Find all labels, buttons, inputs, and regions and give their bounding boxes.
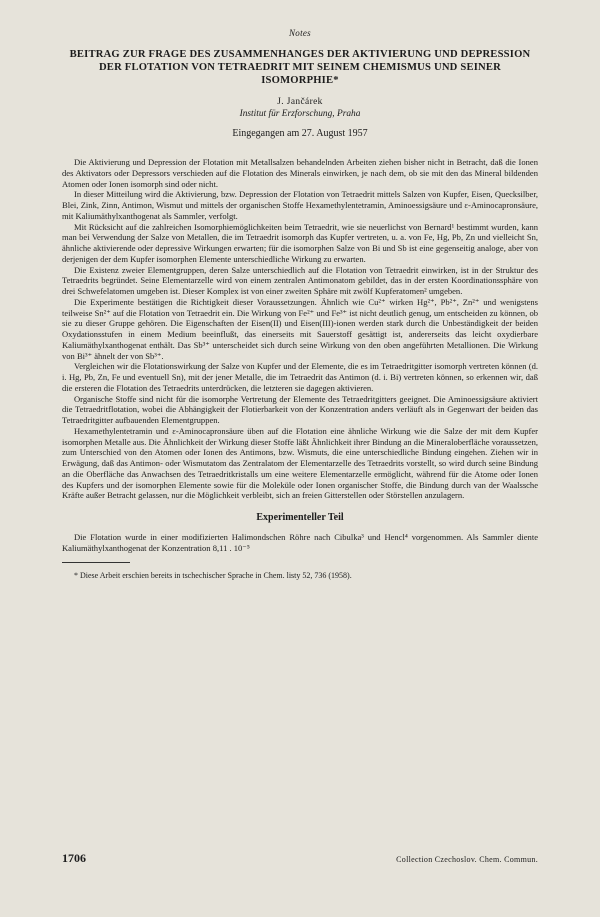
body-paragraph: Die Experimente bestätigen die Richtigkeit dieser Voraussetzungen. Ähnlich wie Cu²⁺ wirken Hg²⁺, Pb²⁺, Zn²⁺ und wenigstens teilweise Sn²⁺ auf die Flotation von Tetraedrit ein. Die Wirkung von Fe²⁺ und Fe³⁺ ist nicht deutlich genug, um entscheiden zu können, ob sie zu dieser Gruppe gehören. Die Eigenschaften der Eisen(II) und Eisen(III)-ionen werden stark durch die Unbeständigkeit der beiden Oxydationsstufen in einem Medium beeinflußt, das einerseits mit Sauerstoff gesättigt ist, andererseits das leicht oxydierbare Kaliumäthylxanthogenat enthält. Das Sb³⁺ unterscheidet sich durch seine Wirkung von den oben angeführten Metallionen. Die Wirkung von Bi³⁺ ähnelt der von Sb³⁺. — [62, 296, 538, 361]
article-title: BEITRAG ZUR FRAGE DES ZUSAMMENHANGES DER AKTIVIERUNG UND DEPRESSION DER FLOTATION VON TETRAEDRIT MIT SEINEM CHEMISMUS UND SEINER ISOMORPHIE* — [69, 49, 531, 86]
article-body — [62, 157, 538, 554]
footnote-rule — [62, 562, 130, 567]
body-paragraph: Mit Rücksicht auf die zahlreichen Isomorphiemöglichkeiten beim Tetraedrit, wie sie neuerlichst von Bernard¹ bestimmt wurden, kann man bei Verwendung der Salze von Metallen, die im Tetraedrit isomorph das Kupfer vertreten, u. a. von Fe, Hg, Pb, Zn und vielleicht Sn, ähnliche aktivierende oder depressive Wirkungen erwarten; für die isomorphen Salze von Bi und Sb ist eine gegenseitig analoge, aber von derjenigen der dem Kupfer isomorphen Elemente unterschiedliche Wirkung zu erwarten. — [62, 221, 538, 264]
section-paragraph: Die Flotation wurde in einer modifizierten Halimondschen Röhre nach Cibulka³ und Hencl⁴ vorgenommen. Als Sammler diente Kaliumäthylxanthogenat der Konzentration 8,11 . 10⁻⁵ — [62, 532, 538, 553]
body-paragraph: Vergleichen wir die Flotationswirkung der Salze von Kupfer und der Elemente, die es im Tetraedritgitter isomorph vertreten können (d. i. Hg, Pb, Zn, Fe und eventuell Sn), mit der jener Metalle, die im Tetraedrit das Antimon (d. i. Bi) vertreten können, so erkennen wir, daß die ersteren die Flotation des Tetraedrits unterdrücken, die letzteren sie dagegen aktivieren. — [62, 361, 538, 393]
running-head: Notes — [288, 28, 311, 38]
body-paragraph: In dieser Mitteilung wird die Aktivierung, bzw. Depression der Flotation von Tetraedrit mittels Salzen von Kupfer, Eisen, Quecksilber, Blei, Zink, Zinn, Antimon, Wismut und mittels der organischen Stoffe Hexamethylentetramin, Aminoessigsäure und ε-Aminocapronsäure, mit Kaliumäthylxanthogenat als Sammler, verfolgt. — [62, 189, 538, 221]
journal-name: Collection Czechoslov. Chem. Commun. — [396, 855, 538, 864]
body-paragraph: Die Aktivierung und Depression der Flotation mit Metallsalzen behandelnden Arbeiten ziehen bisher nicht in Betracht, daß die Ionen des Aktivators oder Depressors verschieden auf die Flotation des Minerals einwirken, je nach dem, ob sie mit den das Mineral bildenden Atomen oder Ionen isomorph sind oder nicht. — [62, 157, 538, 189]
received-date: Eingegangen am 27. August 1957 — [232, 128, 368, 139]
author-institute: Institut für Erzforschung, Praha — [239, 109, 361, 119]
body-paragraph: Organische Stoffe sind nicht für die isomorphe Vertretung der Elemente des Tetraedritgitters geeignet. Die Aminoessigsäure aktiviert die Tetraedritflotation, wobei die Abhängigkeit der Flotierbarkeit von der Konzentration anders verläuft als in Gegenwart der beiden das Tetraedritgitter aufbauenden Elementgruppen. — [62, 393, 538, 425]
article-author: J. Jančárek — [277, 97, 323, 107]
section-heading: Experimenteller Teil — [256, 512, 344, 523]
page-number: 1706 — [62, 851, 86, 865]
page-footer — [62, 851, 538, 866]
footnote-text: * Diese Arbeit erschien bereits in tschechischer Sprache in Chem. listy 52, 736 (1958). — [74, 570, 352, 580]
body-paragraph: Die Existenz zweier Elementgruppen, deren Salze unterschiedlich auf die Flotation von Tetraedrit einwirken, ist in der Struktur des Tetraedrits begründet. Seine Elementarzelle wird von einem zentralen Antimonatom gebildet, das in der ersten Koordinationssphäre von drei Schwefelatomen umgeben ist. Dieser Komplex ist von einer zweiten Sphäre mit zwölf Kupferatomen² umgeben. — [62, 264, 538, 296]
body-paragraph: Hexamethylentetramin und ε-Aminocapronsäure üben auf die Flotation eine ähnliche Wirkung wie die Salze der mit dem Kupfer isomorphen Metalle aus. Die Ähnlichkeit der Wirkung dieser Stoffe läßt Ähnlichkeit ihrer Bindung an die Mineraloberfläche voraussetzen, zum Unterschied von den Atomen oder Ionen des Antimons, bzw. Wismuts, die eine unterschiedliche Bindung eingehen. Ziehen wir in Erwägung, daß das Antimon- oder Wismutatom das Zentralatom der Elementarzelle des Tetraedrits vorstellt, so wird durch seine Bindung an die Oberfläche das Anwachsen des Tetraedritkristalls um eine weitere Elementarzelle ermöglicht, während für die Atome oder Ionen des Kupfers und der isomorphen Elemente sowie für die Moleküle oder Ionen organischer Stoffe, die Bindung durch van der Waalssche Kräfte außer Betracht gelassen, nur die Möglichkeit verbleibt, sich an freien Gitterstellen oder Störstellen anzulagern. — [62, 425, 538, 501]
